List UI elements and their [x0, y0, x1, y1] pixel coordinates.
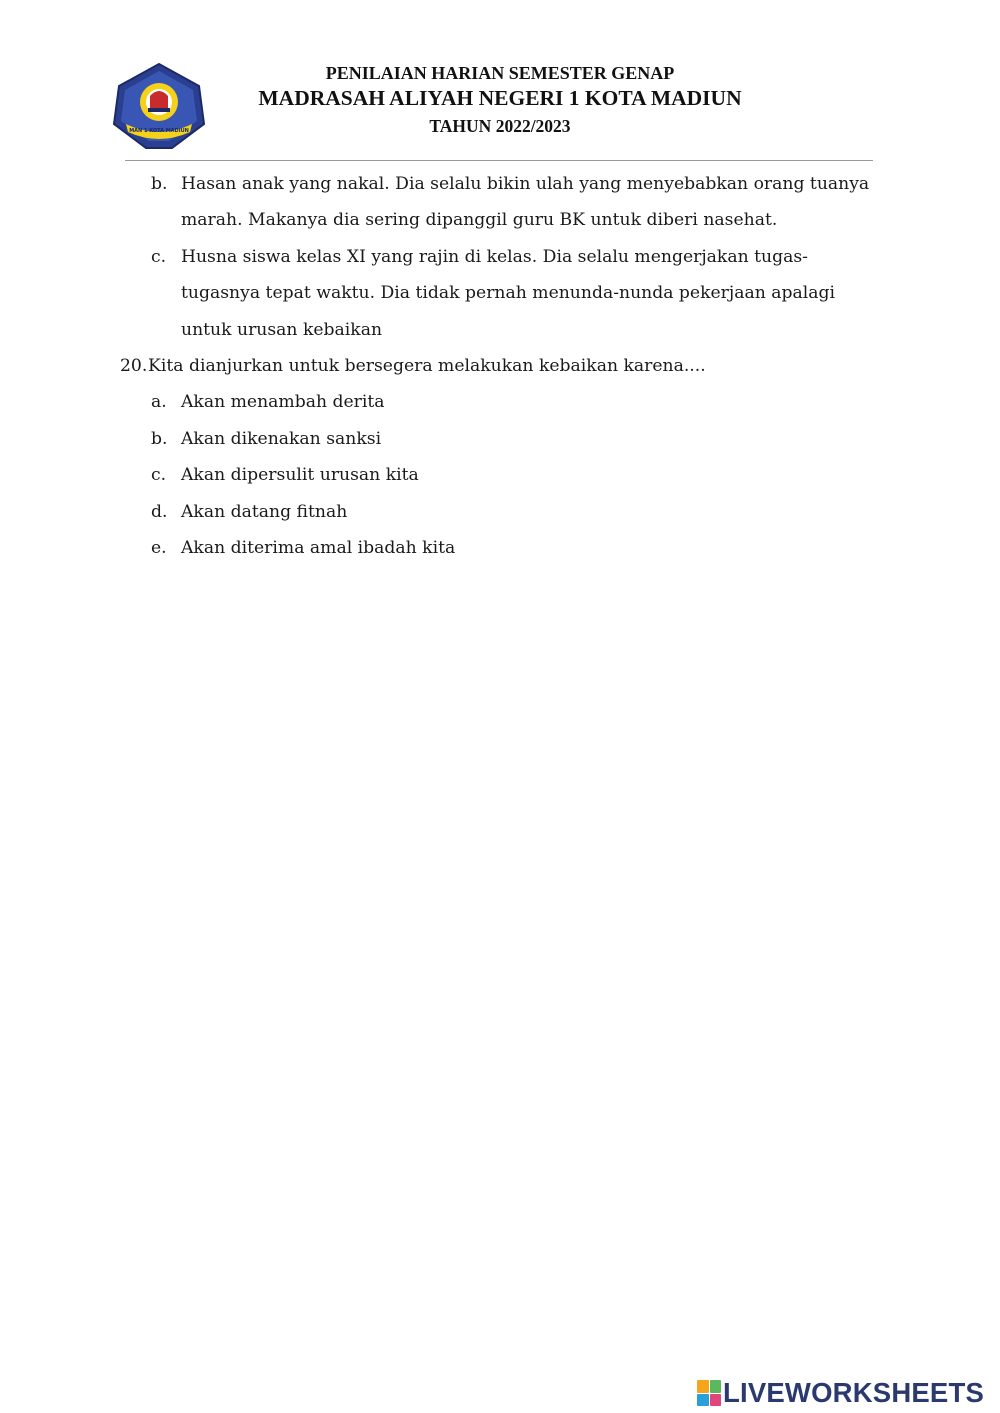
option-text: Akan diterima amal ibadah kita [181, 538, 456, 559]
exam-title: PENILAIAN HARIAN SEMESTER GENAP [325, 63, 675, 83]
option-item [0, 530, 881, 566]
option-letter: b. [151, 174, 168, 194]
option-text: Akan datang fitnah [181, 501, 348, 522]
option-item [0, 421, 881, 457]
option-item [0, 166, 881, 239]
option-text: Husna siswa kelas XI yang rajin di kelas. Dia selalu mengerjakan tugas-tugasnya tepat waktu. Dia tidak pernah menunda-nunda pekerjaan apalagi untuk urusan kebaikan [181, 246, 835, 340]
liveworksheets-logo [697, 1378, 984, 1408]
option-text: Akan menambah derita [181, 392, 385, 413]
liveworksheets-wordmark: LIVEWORKSHEETS [723, 1377, 985, 1408]
worksheet-content [0, 166, 1000, 566]
liveworksheets-icon [697, 1380, 721, 1406]
option-item [0, 494, 881, 530]
option-letter: e. [151, 538, 167, 559]
question-number: 20. [120, 356, 148, 377]
option-text: Akan dikenakan sanksi [181, 428, 382, 449]
option-text: Akan dipersulit urusan kita [181, 465, 419, 486]
option-letter: c. [151, 465, 167, 486]
option-item [0, 239, 881, 348]
question-20 [0, 348, 888, 384]
option-letter: c. [151, 246, 167, 267]
option-letter: b. [151, 428, 168, 449]
school-year: TAHUN 2022/2023 [429, 116, 571, 136]
question-text: Kita dianjurkan untuk bersegera melakukan kebaikan karena.... [148, 356, 706, 377]
logo-text: MAN 1 KOTA MADIUN [129, 128, 189, 134]
option-text: Hasan anak yang nakal. Dia selalu bikin ulah yang menyebabkan orang tuanya marah. Makanya dia sering dipanggil guru BK untuk diberi nasehat. [181, 174, 870, 231]
header-divider [125, 160, 873, 161]
option-item [0, 384, 881, 420]
header [200, 62, 800, 140]
school-name: MADRASAH ALIYAH NEGERI 1 KOTA MADIUN [258, 86, 742, 110]
option-letter: d. [151, 501, 168, 522]
option-item [0, 457, 881, 493]
option-letter: a. [151, 392, 167, 413]
school-logo [110, 62, 208, 152]
